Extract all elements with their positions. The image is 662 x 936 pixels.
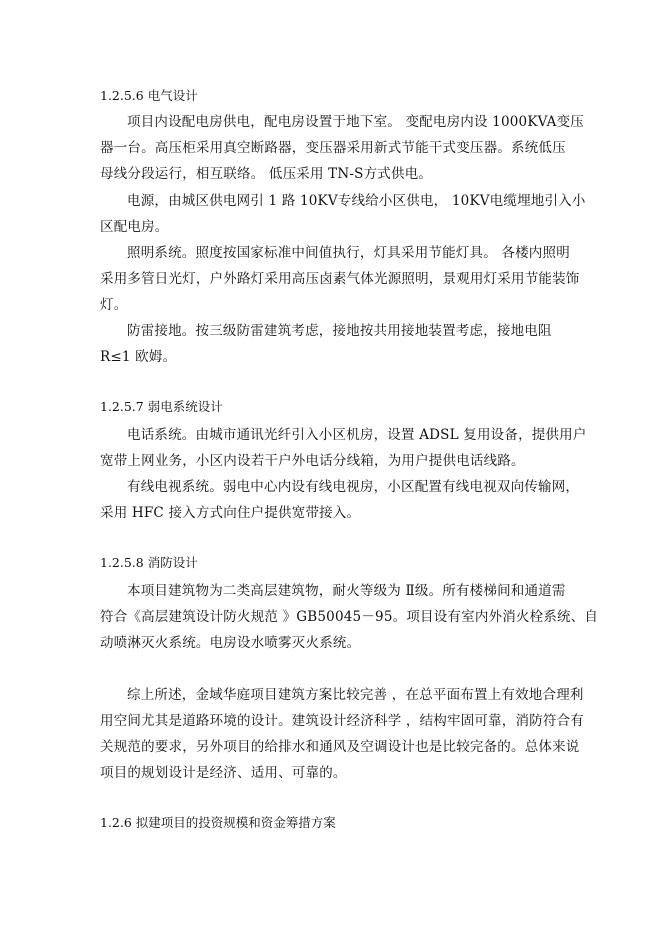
paragraph-line: R≤1 欧姆。	[100, 349, 177, 365]
paragraph-line: 用空间尤其是道路环境的设计。建筑设计经济科学 ，结构牢固可靠，消防符合有	[100, 713, 584, 729]
paragraph-line: 灯。	[100, 297, 128, 313]
paragraph-line: 母线分段运行，相互联络。 低压采用 TN-S方式供电。	[100, 166, 433, 182]
paragraph-line: 符合《高层建筑设计防火规范 》GB50045－95。项目设有室内外消火栓系统、自	[100, 609, 599, 625]
section-heading-fire-protection: 1.2.5.8 消防设计	[100, 555, 198, 570]
paragraph-line: 器一台。高压柜采用真空断路器，变压器采用新式节能干式变压器。系统低压	[100, 140, 566, 156]
paragraph-line: 有线电视系统。弱电中心内设有线电视房，小区配置有线电视双向传输网，	[127, 479, 580, 495]
paragraph-line: 项目内设配电房供电，配电房设置于地下室。 变配电房内设 1000KVA变压	[127, 114, 585, 130]
paragraph-line: 本项目建筑物为二类高层建筑物，耐火等级为 Ⅱ级。所有楼梯间和通道需	[127, 583, 566, 599]
paragraph-line: 宽带上网业务，小区内设若干户外电话分线箱，为用户提供电话线路。	[100, 453, 525, 469]
section-heading-electrical: 1.2.5.6 电气设计	[100, 88, 198, 103]
paragraph-line: 动喷淋灭火系统。电房设水喷雾灭火系统。	[100, 635, 361, 651]
paragraph-line: 综上所述，金域华庭项目建筑方案比较完善 ，在总平面布置上有效地合理利	[127, 687, 584, 703]
paragraph-line: 采用多管日光灯，户外路灯采用高压卤素气体光源照明，景观用灯采用节能装饰	[100, 271, 580, 287]
paragraph-line: 采用 HFC 接入方式向住户提供宽带接入。	[100, 505, 361, 521]
paragraph-line: 照明系统。照度按国家标准中间值执行，灯具采用节能灯具。 各楼内照明	[127, 245, 570, 261]
paragraph-line: 电话系统。由城市通讯光纤引入小区机房，设置 ADSL 复用设备，提供用户	[127, 427, 587, 443]
paragraph-line: 区配电房。	[100, 219, 169, 235]
paragraph-line: 项目的规划设计是经济、适用、可靠的。	[100, 765, 347, 781]
section-heading-low-voltage: 1.2.5.7 弱电系统设计	[100, 399, 223, 414]
paragraph-line: 电源，由城区供电网引 1 路 10KV专线给小区供电， 10KV电缆埋地引入小	[127, 193, 586, 209]
paragraph-line: 防雷接地。按三级防雷建筑考虑，接地按共用接地装置考虑，接地电阻	[127, 323, 552, 339]
section-heading-investment: 1.2.6 拟建项目的投资规模和资金筹措方案	[100, 815, 336, 830]
paragraph-line: 关规范的要求，另外项目的给排水和通风及空调设计也是比较完备的。总体来说	[100, 739, 580, 755]
